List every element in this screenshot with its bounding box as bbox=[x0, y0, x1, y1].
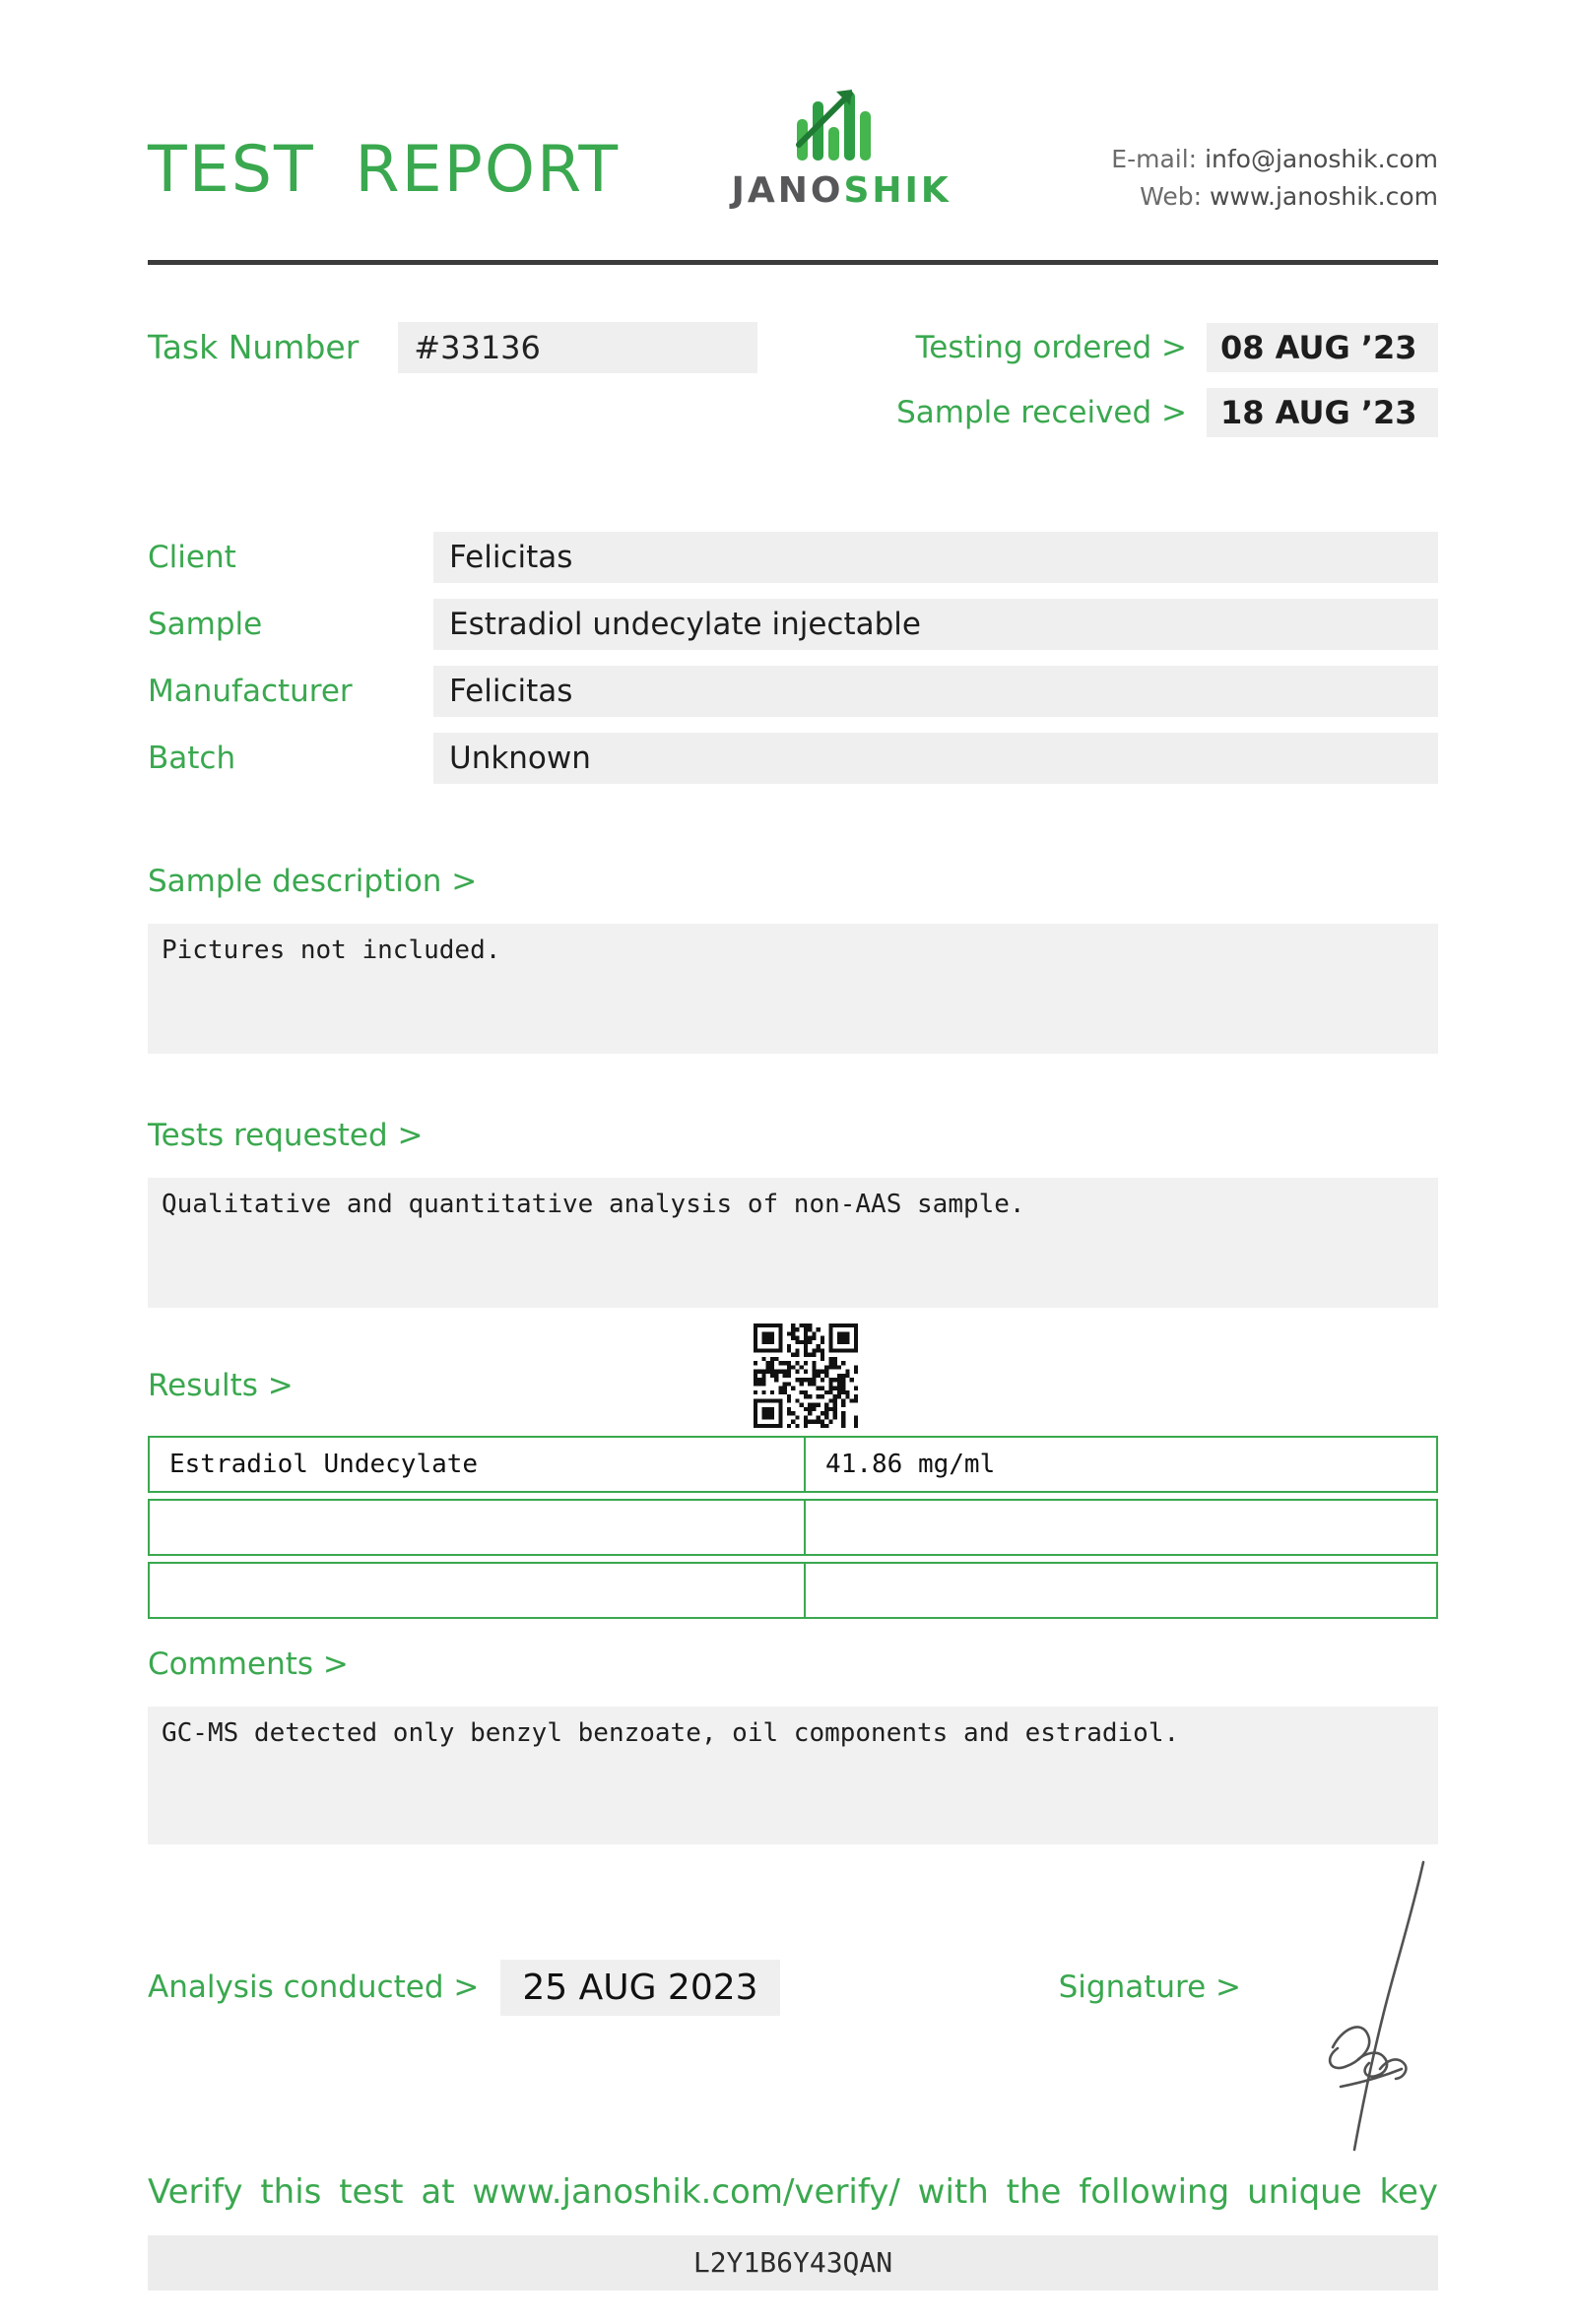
result-value bbox=[806, 1564, 1436, 1617]
testing-ordered-label: Testing ordered > bbox=[915, 330, 1187, 365]
result-analyte: Estradiol Undecylate bbox=[150, 1438, 806, 1491]
report-header bbox=[148, 0, 1438, 216]
signature-label: Signature > bbox=[1058, 1969, 1241, 2005]
batch-label: Batch bbox=[148, 741, 236, 776]
sample-description-heading: Sample description > bbox=[148, 864, 478, 899]
meta-dates bbox=[896, 322, 1438, 438]
analysis-conducted-value: 25 AUG 2023 bbox=[500, 1960, 779, 2016]
sample-value: Estradiol undecylate injectable bbox=[433, 599, 1438, 650]
bar-chart-logo-icon bbox=[787, 84, 895, 161]
tests-requested-body: Qualitative and quantitative analysis of non-AAS sample. bbox=[148, 1178, 1438, 1308]
qr-code bbox=[754, 1323, 858, 1428]
email-label: E-mail: bbox=[1111, 145, 1198, 173]
sample-label: Sample bbox=[148, 607, 263, 642]
table-row bbox=[148, 1562, 1438, 1619]
table-row bbox=[148, 1499, 1438, 1556]
manufacturer-value: Felicitas bbox=[433, 666, 1438, 717]
comments-body: GC-MS detected only benzyl benzoate, oil components and estradiol. bbox=[148, 1707, 1438, 1844]
page-title: TEST REPORT bbox=[148, 133, 621, 207]
info-row-batch bbox=[148, 733, 1438, 784]
email-line bbox=[1111, 141, 1438, 178]
result-value: 41.86 mg/ml bbox=[825, 1450, 996, 1479]
results-table bbox=[148, 1436, 1438, 1619]
logo-jano: JANO bbox=[731, 170, 844, 211]
sample-description-body: Pictures not included. bbox=[148, 924, 1438, 1054]
info-row-manufacturer bbox=[148, 666, 1438, 717]
result-analyte bbox=[150, 1564, 806, 1617]
logo-shik: SHIK bbox=[843, 170, 952, 211]
signature-area bbox=[1241, 1958, 1438, 2017]
task-number-value: #33136 bbox=[398, 322, 757, 373]
sample-info-section bbox=[148, 532, 1438, 784]
batch-value: Unknown bbox=[433, 733, 1438, 784]
meta-section bbox=[148, 322, 1438, 438]
info-row-sample bbox=[148, 599, 1438, 650]
client-value: Felicitas bbox=[433, 532, 1438, 583]
testing-ordered-value: 08 AUG ’23 bbox=[1207, 323, 1438, 372]
sample-received-label: Sample received > bbox=[896, 395, 1187, 430]
table-row bbox=[148, 1436, 1438, 1493]
results-heading: Results > bbox=[148, 1368, 294, 1403]
comments-heading: Comments > bbox=[148, 1646, 349, 1682]
testing-ordered-row bbox=[896, 322, 1438, 373]
header-divider bbox=[148, 260, 1438, 265]
verify-instruction: Verify this test at www.janoshik.com/verify/ with the following unique key bbox=[148, 2172, 1438, 2212]
signature-scribble bbox=[1276, 1854, 1448, 2160]
web-line bbox=[1111, 178, 1438, 216]
results-heading-row bbox=[148, 1365, 1438, 1406]
contact-info bbox=[1111, 141, 1438, 216]
tests-requested-heading: Tests requested > bbox=[148, 1118, 424, 1153]
sample-received-value: 18 AUG ’23 bbox=[1207, 388, 1438, 437]
logo-wordmark bbox=[713, 170, 969, 211]
signature-group bbox=[1059, 1958, 1438, 2017]
task-number-label: Task Number bbox=[148, 328, 360, 366]
manufacturer-label: Manufacturer bbox=[148, 674, 353, 709]
info-row-client bbox=[148, 532, 1438, 583]
result-value bbox=[806, 1501, 1436, 1554]
janoshik-logo bbox=[713, 84, 969, 216]
sample-received-row bbox=[896, 387, 1438, 438]
web-label: Web: bbox=[1140, 182, 1203, 211]
analysis-conducted-label: Analysis conducted > bbox=[148, 1969, 480, 2005]
client-label: Client bbox=[148, 540, 236, 575]
result-analyte bbox=[150, 1501, 806, 1554]
web-value: www.janoshik.com bbox=[1209, 182, 1438, 211]
unique-key: L2Y1B6Y43QAN bbox=[148, 2235, 1438, 2291]
footer-row bbox=[148, 1958, 1438, 2017]
email-value: info@janoshik.com bbox=[1205, 145, 1438, 173]
